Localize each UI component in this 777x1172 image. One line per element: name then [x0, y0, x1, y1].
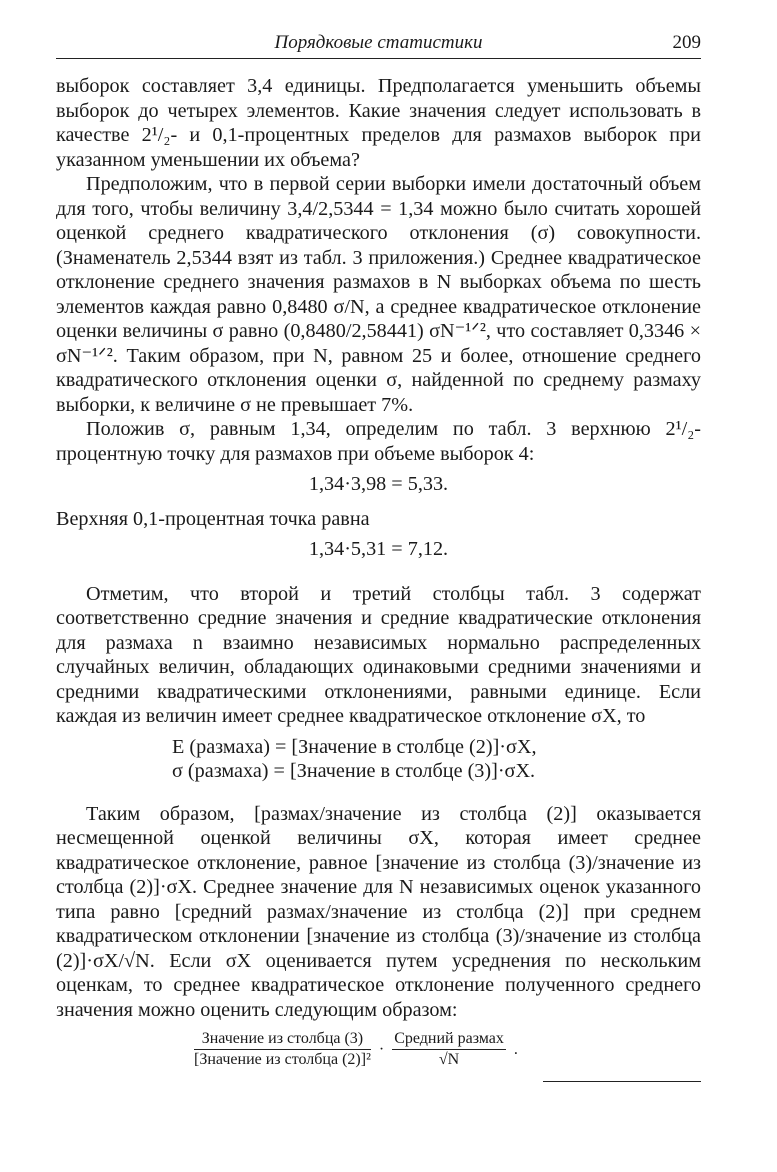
paragraph-6: Таким образом, [размах/значение из столбца (2)] оказывается несмещенной оценкой величины σX, которая имеет среднее квадратическое отклонение, равное [значение из столбца (3)/значение из столбца (2)]·σX. Среднее значение для N независимых оценок указанного типа равно [средний размах/значение из столбца (2)] при среднем квадратическом отклонении [значение из столбца (3)/значение из столбца (2)]·σX/√N. Если σX оценивается путем усреднения по нескольким оценкам, то среднее квадратическое отклонение полученного среднего значения можно оценить следующим образом: [56, 802, 701, 1021]
running-title: Порядковые статистики [274, 32, 483, 53]
equation-block-range [56, 735, 701, 784]
fraction-2-denominator: √N [438, 1051, 460, 1068]
page-header [56, 32, 701, 59]
equation-sigma-range: σ (размаха) = [Значение в столбце (3)]·σX. [172, 760, 536, 782]
page-body [56, 74, 701, 1069]
equation-expected-range: E (размаха) = [Значение в столбце (2)]·σX, [172, 735, 537, 758]
paragraph-2: Предположим, что в первой серии выборки имели достаточный объем для того, чтобы величину 3,4/2,5344 = 1,34 можно было считать хорошей оценкой среднего квадратического отклонения (σ) совокупности. (Знаменатель 2,5344 взят из табл. 3 приложения.) Среднее квадратическое отклонение среднего значения размахов в N выборках объема по шесть элементов каждая равно 0,8480 σ/N, а среднее квадратическое отклонение оценки величины σ равно (0,8480/2,58441) σN⁻¹ᐟ², что составляет 0,3346 × σN⁻¹ᐟ². Таким образом, при N, равном 25 и более, отношение среднего квадратического отклонения оценки σ, найденной по среднему размаху выборки, к величине σ не превышает 7%. [56, 173, 701, 416]
final-formula [56, 1030, 701, 1069]
equation-upper-2-5-percent: 1,34·3,98 = 5,33. [308, 473, 449, 495]
multiply-operator: · [378, 1040, 385, 1058]
paragraph-3: Положив σ, равным 1,34, определим по табл. 3 верхнюю 2¹/₂-процентную точку для размахов при объеме выборок 4: [56, 418, 701, 465]
footnote-rule [543, 1081, 701, 1082]
paragraph-1: выборок составляет 3,4 единицы. Предполагается уменьшить объемы выборок до четырех элементов. Какие значения следует использовать в качестве 2¹/₂- и 0,1-процентных пределов для размахов выборок при указанном уменьшении их объема? [56, 75, 701, 171]
page-number: 209 [672, 32, 701, 53]
fraction-column-ratio [194, 1030, 371, 1069]
formula-period: . [513, 1040, 518, 1058]
paragraph-5: Отметим, что второй и третий столбцы табл. 3 содержат соответственно средние значения и средние квадратические отклонения для размаха n взаимно независимых нормально распределенных случайных величин, обладающих одинаковыми средними значениями и средними квадратическими отклонениями, равными единице. Если каждая из величин имеет среднее квадратическое отклонение σX, то [56, 582, 701, 727]
fraction-mean-range [392, 1030, 506, 1069]
paragraph-4: Верхняя 0,1-процентная точка равна [56, 507, 370, 530]
fraction-1-denominator: [Значение из столбца (2)]² [194, 1051, 371, 1068]
fraction-1-numerator: Значение из столбца (3) [194, 1030, 371, 1050]
fraction-2-numerator: Средний размах [392, 1030, 506, 1050]
equation-upper-0-1-percent: 1,34·5,31 = 7,12. [308, 538, 449, 560]
